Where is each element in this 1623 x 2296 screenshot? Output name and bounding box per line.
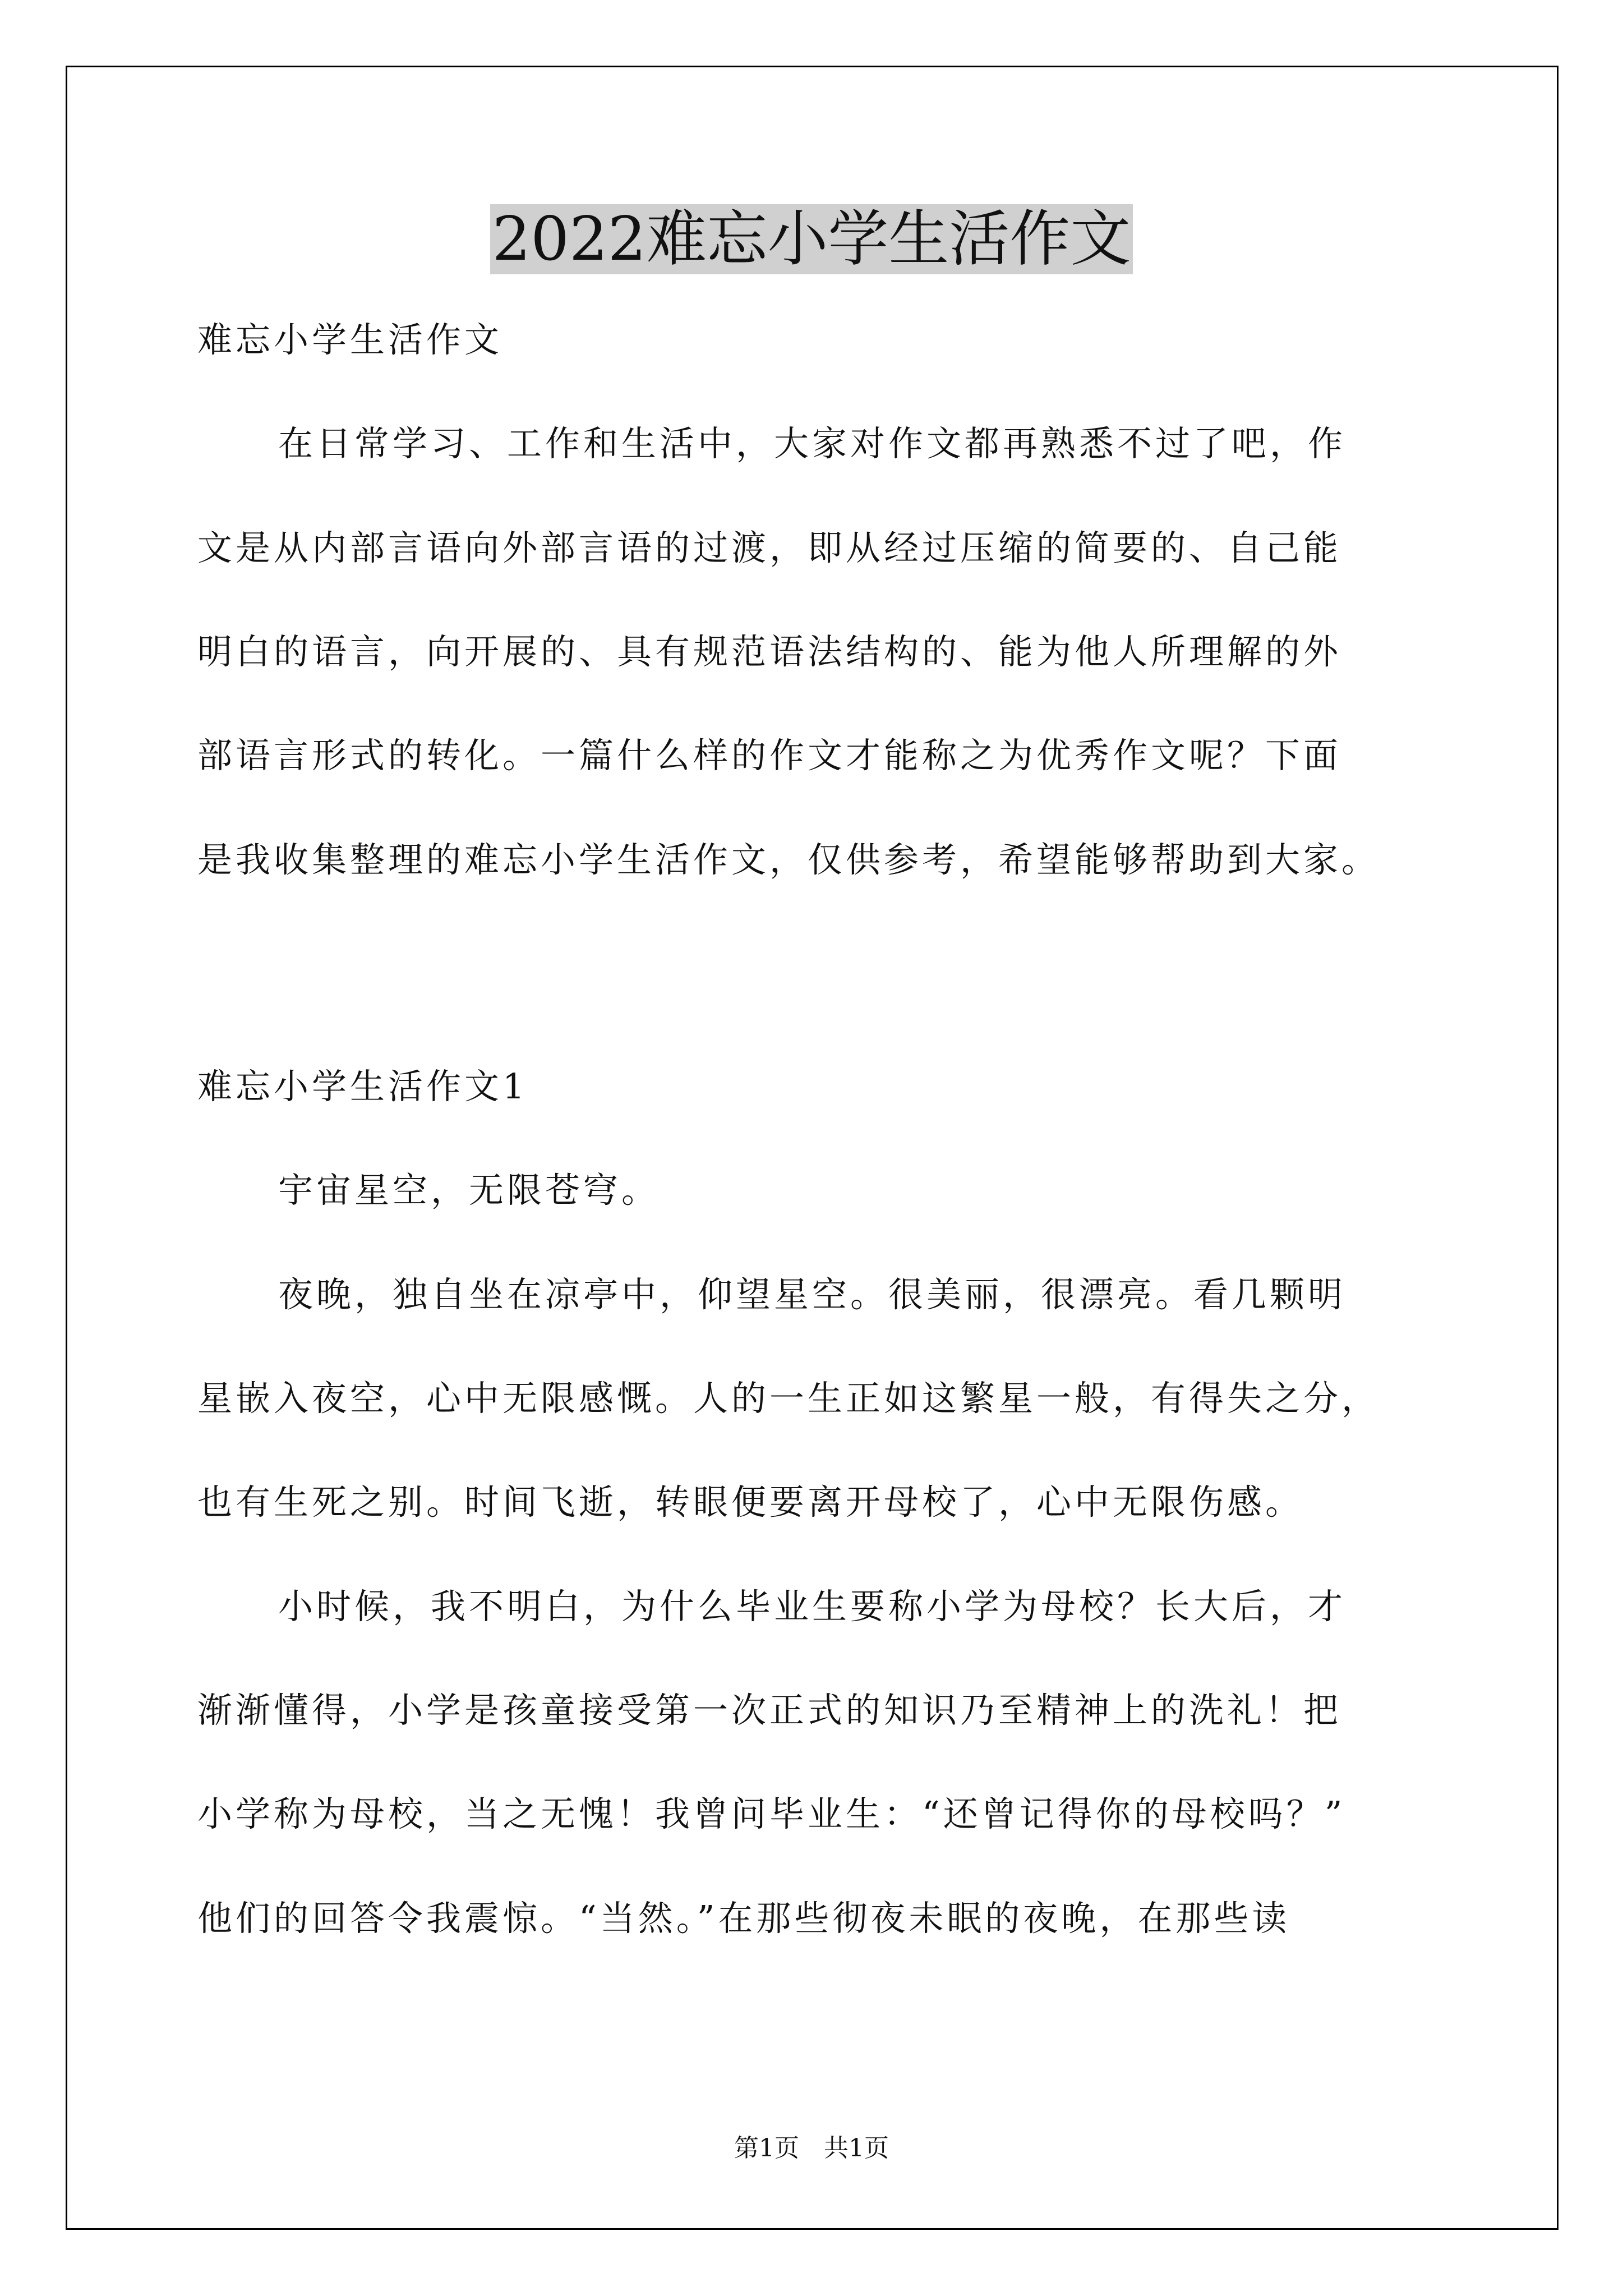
page-number-current: 第1页 <box>734 2134 799 2162</box>
body-line-6: 渐渐懂得，小学是孩童接受第一次正式的知识乃至精神上的洗礼！把 <box>197 1690 1342 1731</box>
intro-line-3: 明白的语言，向开展的、具有规范语法结构的、能为他人所理解的外 <box>197 631 1342 672</box>
body-line-5: 小时候，我不明白，为什么毕业生要称小学为母校？长大后，才 <box>278 1586 1347 1627</box>
body-line-7: 小学称为母校，当之无愧！我曾问毕业生：“还曾记得你的母校吗？” <box>197 1793 1346 1834</box>
intro-line-2: 文是从内部言语向外部言语的过渡，即从经过压缩的简要的、自己能 <box>197 527 1342 568</box>
document-title-text: 2022难忘小学生活作文 <box>490 204 1133 274</box>
body-line-4: 也有生死之别。时间飞逝，转眼便要离开母校了，心中无限伤感。 <box>197 1481 1304 1522</box>
body-line-2: 夜晚，独自坐在凉亭中，仰望星空。很美丽，很漂亮。看几颗明 <box>278 1274 1347 1315</box>
body-line-1: 宇宙星空，无限苍穹。 <box>278 1170 660 1211</box>
page-footer <box>0 2132 1623 2165</box>
body-line-3: 星嵌入夜空，心中无限感慨。人的一生正如这繁星一般，有得失之分， <box>197 1378 1380 1419</box>
body-line-8: 他们的回答令我震惊。“当然。”在那些彻夜未眠的夜晚，在那些读 <box>197 1898 1290 1939</box>
document-subtitle: 难忘小学生活作文 <box>197 319 503 360</box>
intro-line-5: 是我收集整理的难忘小学生活作文，仅供参考，希望能够帮助到大家。 <box>197 839 1380 880</box>
page-number-total: 共1页 <box>824 2134 889 2162</box>
intro-line-1: 在日常学习、工作和生活中，大家对作文都再熟悉不过了吧，作 <box>278 423 1347 464</box>
section-heading: 难忘小学生活作文1 <box>197 1066 528 1107</box>
intro-line-4: 部语言形式的转化。一篇什么样的作文才能称之为优秀作文呢？下面 <box>197 735 1342 776</box>
document-title <box>0 197 1623 282</box>
